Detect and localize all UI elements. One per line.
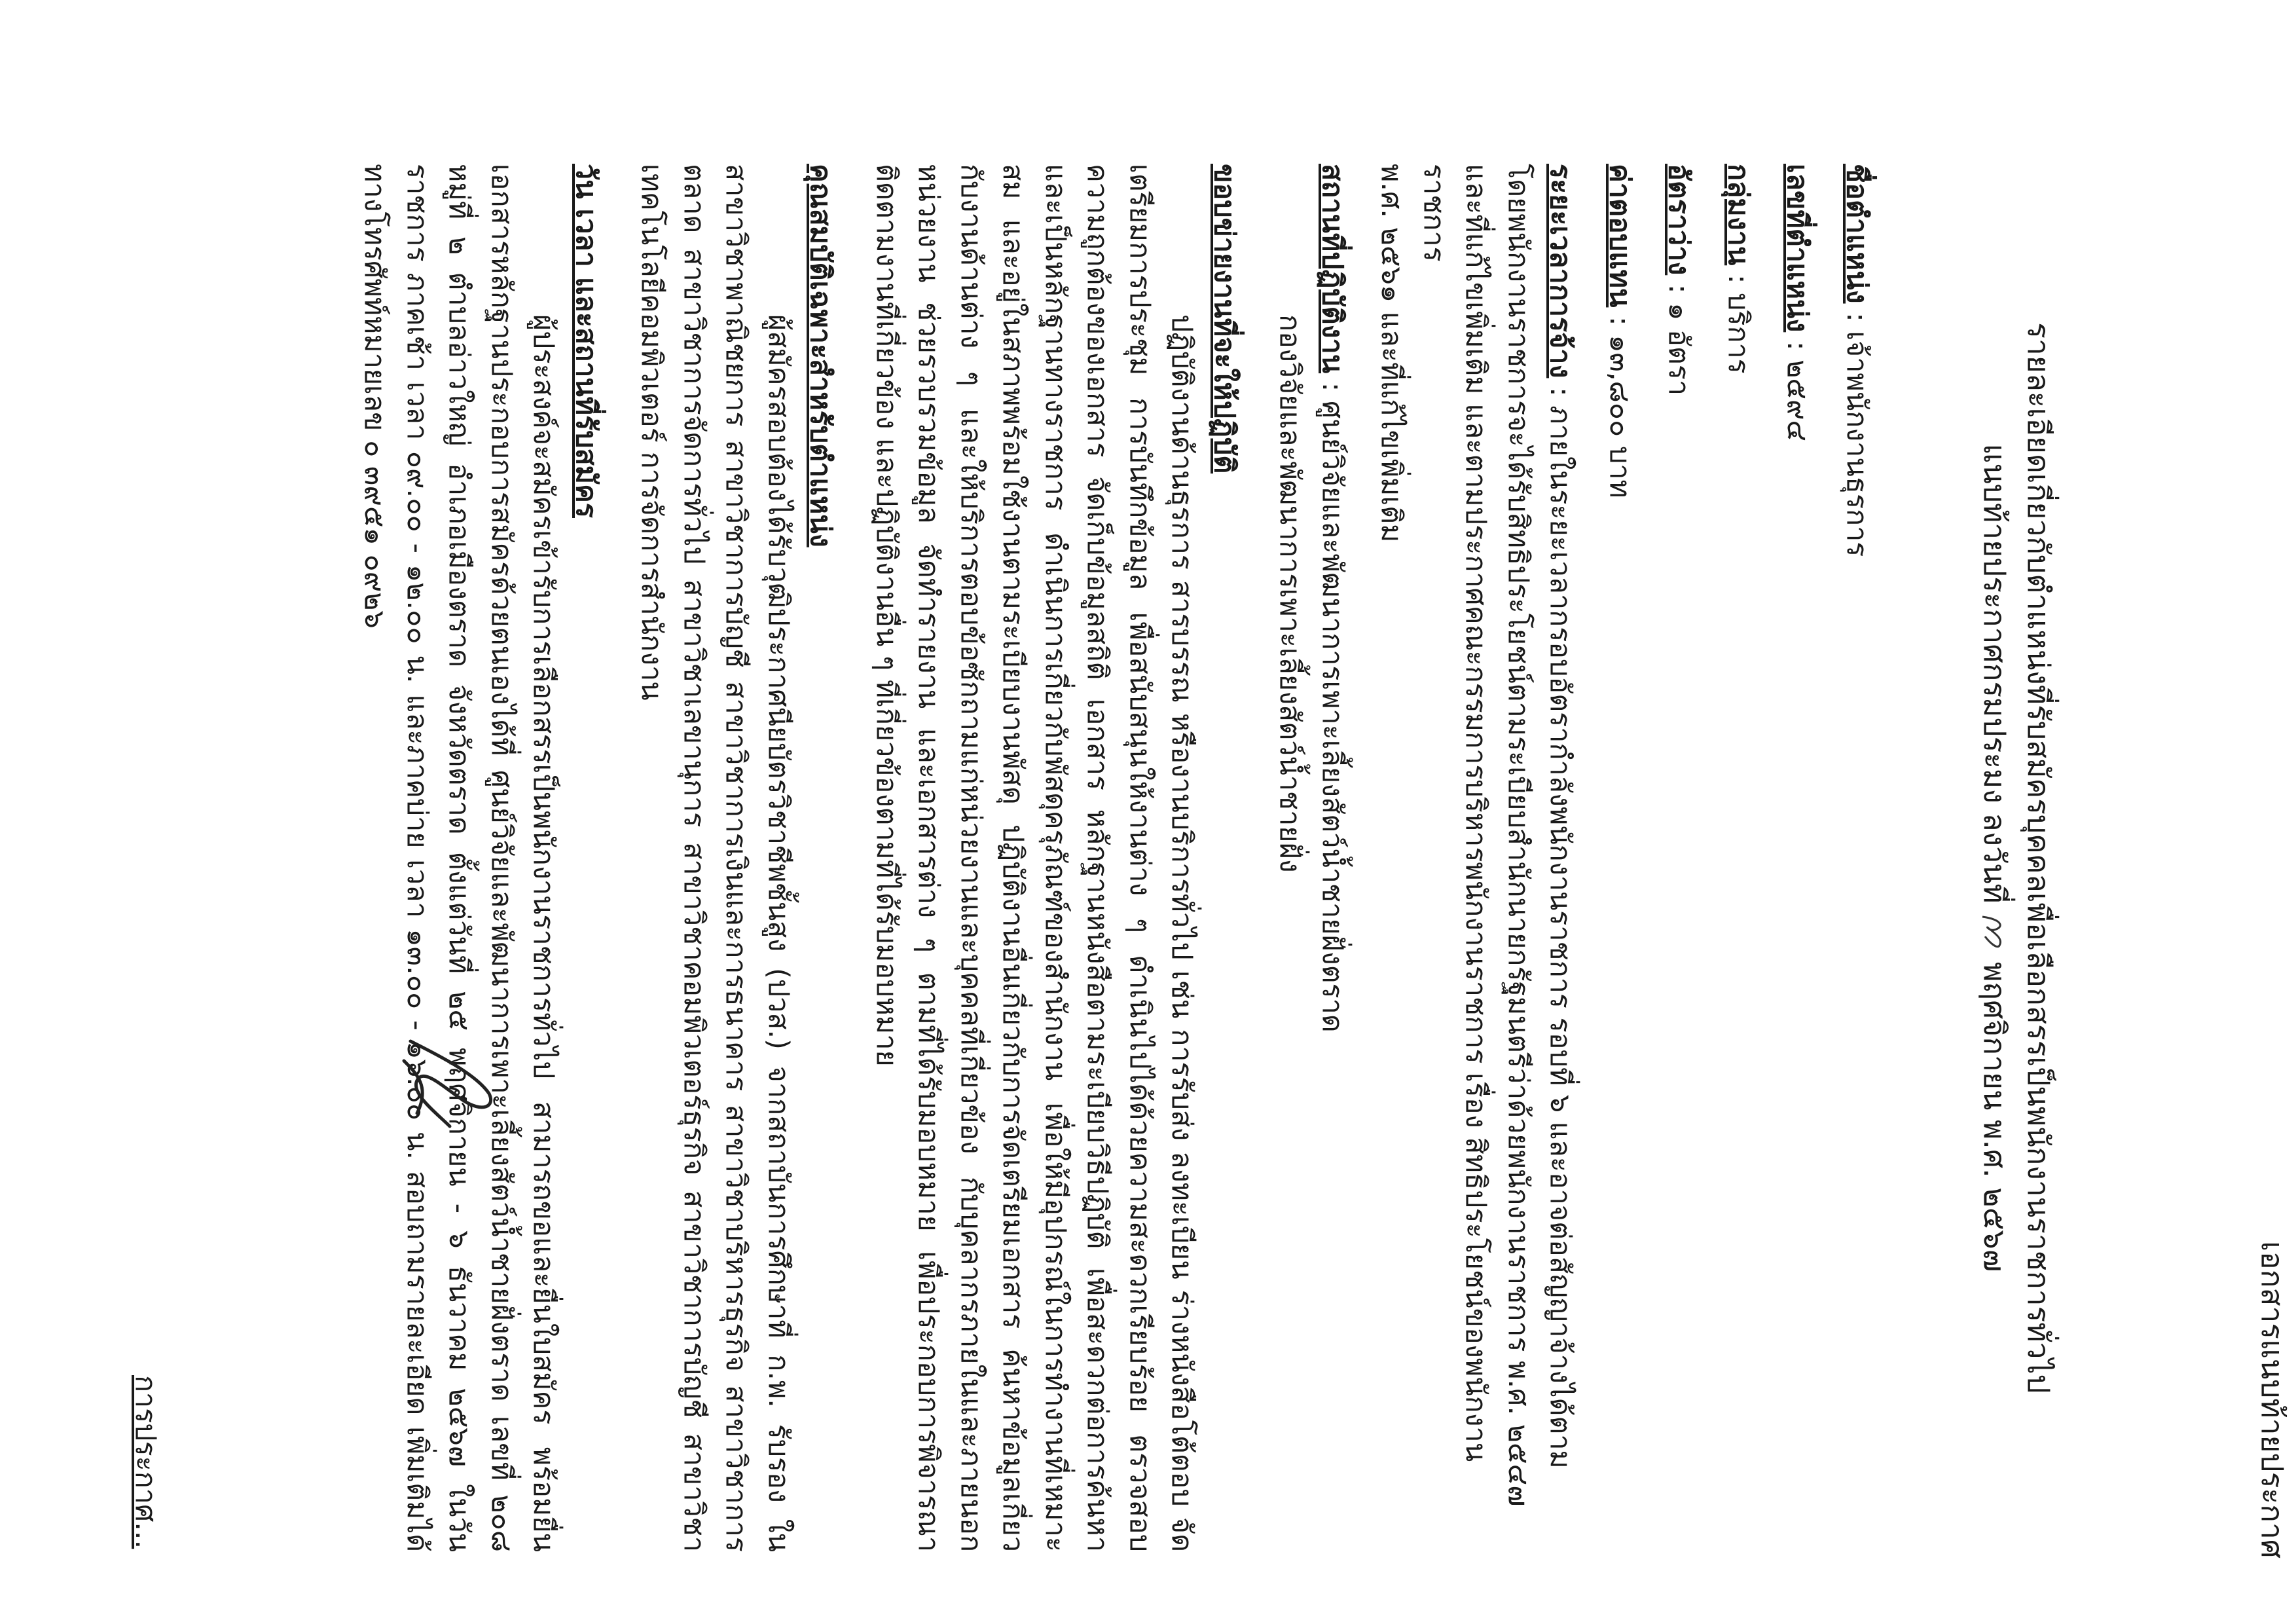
location-value-2: กองวิจัยและพัฒนาการเพาะเลี้ยงสัตว์น้ำชายฝั่ง bbox=[1273, 314, 1307, 873]
qualifications-text: ผู้สมัครสอบต้องได้รับวุฒิประกาศนียบัตรวิชาชีพชั้นสูง (ปวส.) จากสถาบันการศึกษาที่ ก.พ. รับรอง ในสาขาวิชาพาณิชยการ สาขาวิชาการบัญชี สาขาวิชาการเงินและการธนาคาร สาขาวิชาบริหารธุรกิจ สาขาวิชาการตลาด สาขาวิชาการจัดการทั่วไป สาขาวิชาเลขานุการ สาขาวิชาคอมพิวเตอร์ธุรกิจ สาขาวิชาการบัญชี สาขาวิชาเทคโนโลยีคอมพิวเตอร์ การจัดการสำนักงาน bbox=[635, 164, 795, 1552]
duties-heading: ขอบข่ายงานที่จะให้ปฏิบัติ bbox=[1207, 164, 1241, 474]
period-label: ระยะเวลาการจ้าง bbox=[1544, 164, 1577, 378]
position-field: ชื่อตำแหน่ง : เจ้าพนักงานธุรการ bbox=[1840, 164, 1873, 557]
rate-label: อัตราว่าง bbox=[1662, 164, 1696, 276]
period-text-4: พ.ศ. ๒๕๖๑ และที่แก้ไขเพิ่มเติม bbox=[1375, 164, 1408, 543]
location-field: สถานที่ปฏิบัติงาน : ศูนย์วิจัยและพัฒนาการเพาะเลี้ยงสัตว์น้ำชายฝั่งตราด กองวิจัยและพัฒนาการเพาะเลี้ยงสัตว์น้ำชายฝั่ง bbox=[1269, 164, 1353, 1552]
application-heading: วัน เวลา และสถานที่รับสมัคร bbox=[569, 164, 602, 518]
location-label: สถานที่ปฏิบัติงาน bbox=[1315, 164, 1349, 374]
position-value: เจ้าพนักงานธุรการ bbox=[1840, 331, 1873, 557]
title-line-2-suffix: พฤศจิกายน พ.ศ. ๒๕๖๗ bbox=[1977, 961, 2013, 1272]
pay-label: ค่าตอบแทน bbox=[1603, 164, 1636, 308]
document-body bbox=[354, 164, 2145, 1552]
period-text-2: โดยพนักงานราชการจะได้รับสิทธิประโยชน์ตามระเบียบสำนักนายกรัฐมนตรีว่าด้วยพนักงานราชการ พ.ศ. ๒๕๔๗ bbox=[1501, 164, 1535, 1507]
pay-field: ค่าตอบแทน : ๑๓,๘๐๐ บาท bbox=[1603, 164, 1636, 498]
period-text-1: ภายในระยะเวลากรอบอัตรากำลังพนักงานราชการ รอบที่ ๖ และอาจต่อสัญญาจ้างได้ตาม bbox=[1544, 405, 1577, 1469]
handwritten-date-mark bbox=[1977, 913, 2009, 952]
document-title bbox=[1973, 164, 2060, 1552]
position-number-field: เลขที่ตำแหน่ง : ๒๕๙๔ bbox=[1781, 164, 1814, 442]
location-value-1: ศูนย์วิจัยและพัฒนาการเพาะเลี้ยงสัตว์น้ำชายฝั่งตราด bbox=[1315, 400, 1349, 1033]
pay-value: ๑๓,๘๐๐ บาท bbox=[1603, 335, 1636, 498]
continued-marker: การประกาศ... bbox=[129, 1375, 162, 1549]
group-label: กลุ่มงาน bbox=[1721, 164, 1755, 266]
period-text-3: และที่แก้ไขเพิ่มเติม และตามประกาศคณะกรรมการบริหารพนักงานราชการ เรื่อง สิทธิประโยชน์ของพนักงานราชการ bbox=[1417, 164, 1493, 1462]
duties-text: ปฏิบัติงานด้านธุรการ สารบรรณ หรืองานบริการทั่วไป เช่น การรับส่ง ลงทะเบียน ร่างหนังสือโต้ตอบ จัดเตรียมการประชุม การบันทึกข้อมูล เพื่อสนับสนุนให้งานต่าง ๆ ดำเนินไปได้ด้วยความสะดวกเรียบร้อย ตรวจสอบความถูกต้องของเอกสาร จัดเก็บข้อมูลสถิติ เอกสาร หลักฐานหนังสือตามระเบียบวิธีปฏิบัติ เพื่อสะดวกต่อการค้นหา และเป็นหลักฐานทางราชการ ดำเนินการเกี่ยวกับพัสดุครุภัณฑ์ของสำนักงาน เพื่อให้มีอุปกรณ์ในการทำงานที่เหมาะสม และอยู่ในสภาพพร้อมใช้งานตามระเบียบงานพัสดุ ปฏิบัติงานอื่นเกี่ยวกับการจัดเตรียมเอกสาร ค้นหาข้อมูลเกี่ยวกับงานด้านต่าง ๆ และให้บริการตอบข้อซักถามแก่หน่วยงานและบุคคลที่เกี่ยวข้อง กับบุคลากรภายในและภายนอกหน่วยงาน ช่วยรวบรวมข้อมูล จัดทำรายงาน และเอกสารต่าง ๆ ตามที่ได้รับมอบหมาย เพื่อประกอบการพิจารณา ติดตามงานที่เกี่ยวข้อง และปฏิบัติงานอื่น ๆ ที่เกี่ยวข้องตามที่ได้รับมอบหมาย bbox=[869, 164, 1199, 1552]
position-number-label: เลขที่ตำแหน่ง bbox=[1781, 164, 1814, 333]
handwritten-signature bbox=[384, 1015, 515, 1146]
period-field: ระยะเวลาการจ้าง : ภายในระยะเวลากรอบอัตรากำลังพนักงานราชการ รอบที่ ๖ และอาจต่อสัญญาจ้างได้ตาม โดยพนักงานราชการจะได้รับสิทธิประโยชน์ตามระเบียบสำนักนายกรัฐมนตรีว่าด้วยพนักงานราชการ พ.ศ. ๒๕๔๗ และที่แก้ไขเพิ่มเติม และตามประกาศคณะกรรมการบริหารพนักงานราชการ เรื่อง สิทธิประโยชน์ของพนักงานราชการ พ.ศ. ๒๕๖๑ และที่แก้ไขเพิ่มเติม bbox=[1370, 164, 1582, 1552]
application-text: ผู้ประสงค์จะสมัครเข้ารับการเลือกสรรเป็นพนักงานราชการทั่วไป สามารถขอและยื่นใบสมัคร พร้อมยื่นเอกสารหลักฐานประกอบการสมัครด้วยตนเองได้ที่ ศูนย์วิจัยและพัฒนาการเพาะเลี้ยงสัตว์น้ำชายฝั่งตราด เลขที่ ๒๐๘ หมู่ที่ ๒ ตำบลอ่าวใหญ่ อำเภอเมืองตราด จังหวัดตราด ตั้งแต่วันที่ ๒๕ พฤศจิกายน - ๖ ธันวาคม ๒๕๖๗ ในวันราชการ ภาคเช้า เวลา ๐๙.๐๐ - ๑๒.๐๐ น. และภาคบ่าย เวลา ๑๓.๐๐ - ๑๖.๐๐ น. สอบถามรายละเอียด เพิ่มเติมได้ทางโทรศัพท์หมายเลข ๐ ๓๙๕๑ ๐๙๒๖ bbox=[358, 164, 560, 1552]
title-line-2 bbox=[1973, 164, 2017, 1552]
qualifications-heading: คุณสมบัติเฉพาะสำหรับตำแหน่ง bbox=[804, 164, 837, 547]
group-field: กลุ่มงาน : บริการ bbox=[1721, 164, 1755, 374]
attachment-label: เอกสารแนบท้ายประกาศ bbox=[2255, 1241, 2290, 1559]
position-number-value: ๒๕๙๔ bbox=[1781, 360, 1814, 442]
position-label: ชื่อตำแหน่ง bbox=[1840, 164, 1873, 304]
group-value: บริการ bbox=[1721, 293, 1755, 374]
rate-field: อัตราว่าง : ๑ อัตรา bbox=[1662, 164, 1696, 396]
title-line-1: รายละเอียดเกี่ยวกับตำแหน่งที่รับสมัครบุคคลเพื่อเลือกสรรเป็นพนักงานราชการทั่วไป bbox=[2021, 322, 2056, 1393]
rate-value: ๑ อัตรา bbox=[1662, 303, 1696, 396]
title-line-2-prefix: แนบท้ายประกาศกรมประมง ลงวันที่ bbox=[1977, 443, 2013, 904]
